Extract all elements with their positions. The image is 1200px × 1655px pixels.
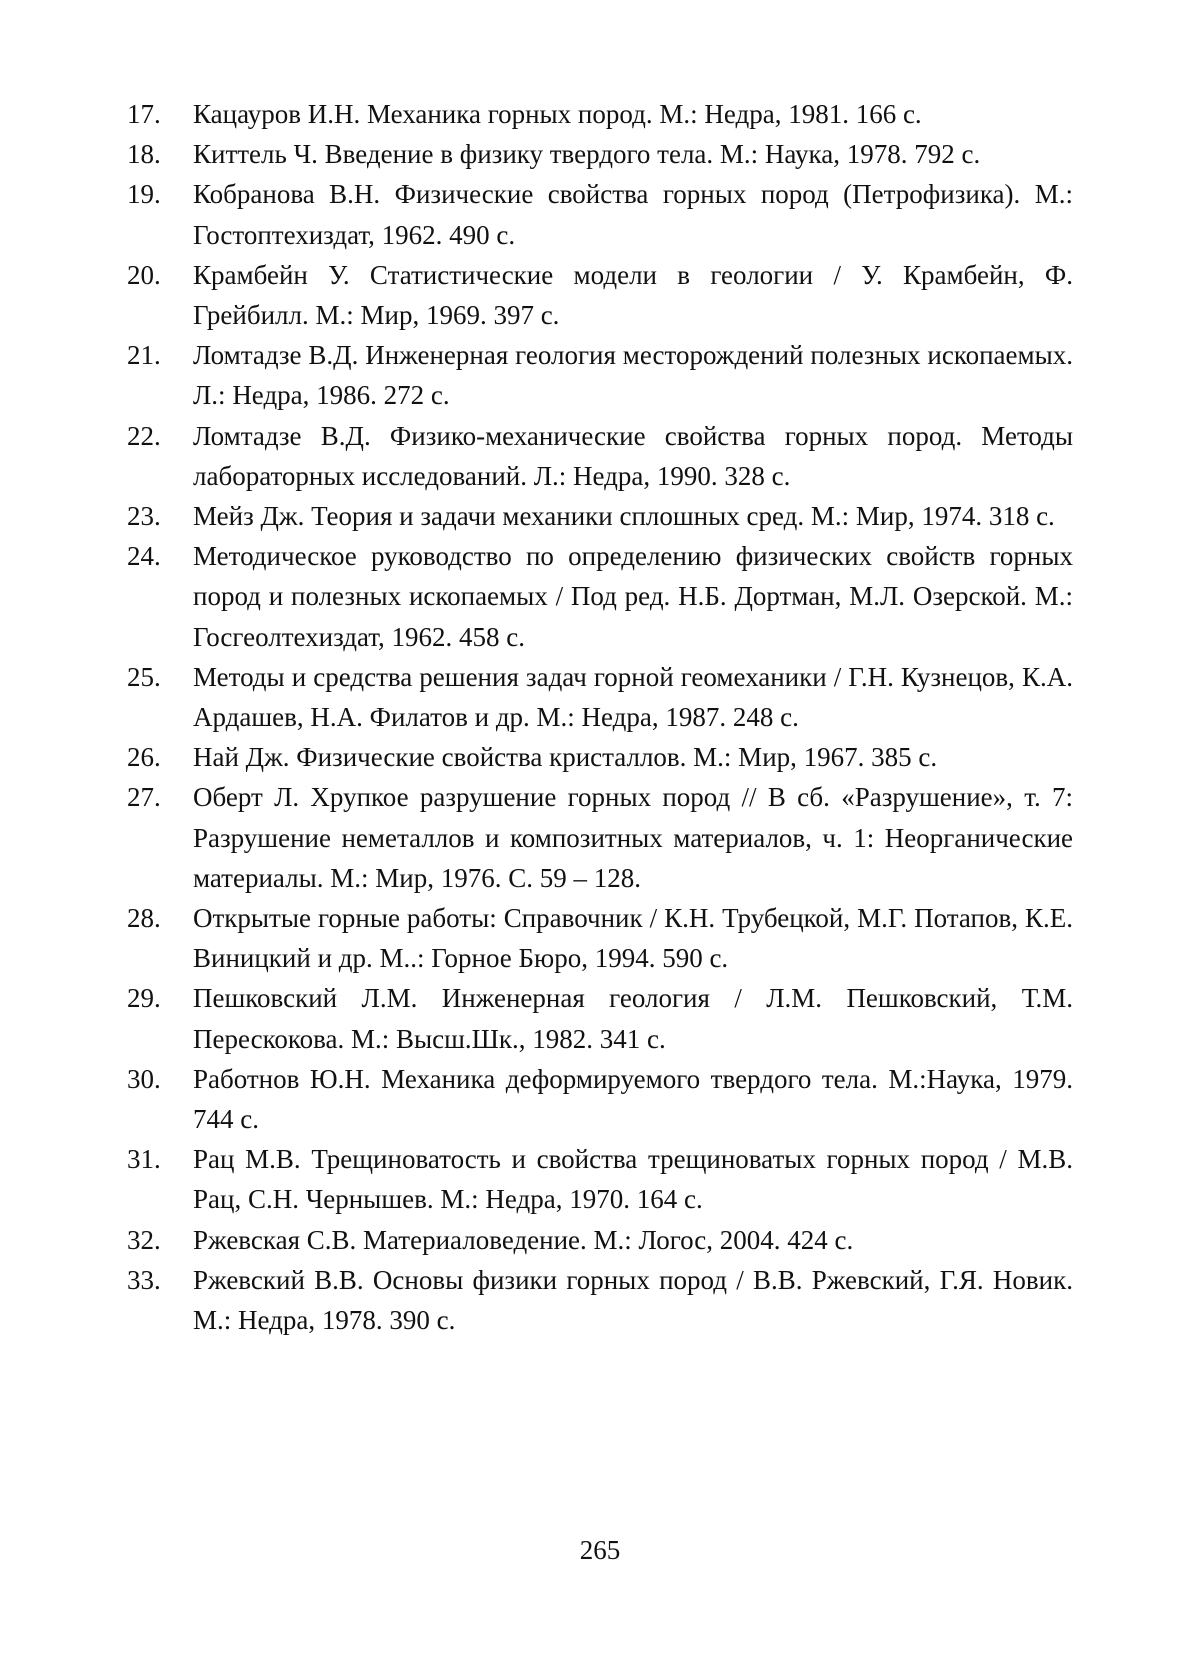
reference-item [127,134,1073,174]
reference-text: Ржевская С.В. Материаловедение. М.: Логос, 2004. 424 с. [193,1224,854,1255]
reference-item [127,1139,1073,1219]
reference-text: Методы и средства решения задач горной геомеханики / Г.Н. Кузнецов, К.А. Ардашев, Н.А. Филатов и др. М.: Недра, 1987. 248 с. [193,661,1073,733]
reference-text: Ломтадзе В.Д. Инженерная геология месторождений полезных ископаемых. Л.: Недра, 1986. 272 с. [193,340,1073,411]
reference-text: Най Дж. Физические свойства кристаллов. М.: Мир, 1967. 385 с. [193,742,938,773]
reference-number: 25. [127,661,161,692]
reference-text: Ржевский В.В. Основы физики горных пород / В.В. Ржевский, Г.Я. Новик. М.: Недра, 1978. 390 с. [193,1264,1073,1336]
reference-number: 32. [127,1224,161,1255]
reference-list [127,94,1073,1340]
reference-text: Работнов Ю.Н. Механика деформируемого твердого тела. М.:Наука, 1979. 744 с. [193,1063,1073,1135]
reference-item [127,777,1073,898]
reference-number: 19. [127,179,161,210]
reference-text: Открытые горные работы: Справочник / К.Н. Трубецкой, М.Г. Потапов, К.Е. Виницкий и др. М..: Горное Бюро, 1994. 590 с. [193,903,1073,974]
reference-item [127,978,1073,1058]
reference-text: Методическое руководство по определению физических свойств горных пород и полезных ископаемых / Под ред. Н.Б. Дортман, М.Л. Озерской. М.: Госгеолтехиздат, 1962. 458 с. [193,541,1073,652]
reference-item [127,1220,1073,1260]
reference-item [127,335,1073,415]
reference-number: 27. [127,782,161,813]
reference-item [127,536,1073,657]
reference-item [127,737,1073,777]
reference-text: Пешковский Л.М. Инженерная геология / Л.М. Пешковский, Т.М. Перескокова. М.: Высш.Шк., 1982. 341 с. [193,983,1073,1054]
reference-item [127,416,1073,496]
reference-number: 21. [127,340,161,371]
reference-text: Рац М.В. Трещиноватость и свойства трещиноватых горных пород / М.В. Рац, С.Н. Чернышев. М.: Недра, 1970. 164 с. [193,1144,1073,1215]
reference-text: Крамбейн У. Статистические модели в геологии / У. Крамбейн, Ф. Грейбилл. М.: Мир, 1969. 397 с. [193,259,1073,331]
reference-number: 30. [127,1063,161,1094]
reference-text: Киттель Ч. Введение в физику твердого тела. М.: Наука, 1978. 792 с. [193,139,981,170]
reference-item [127,496,1073,536]
reference-number: 24. [127,541,161,572]
reference-number: 18. [127,139,161,170]
reference-number: 22. [127,420,161,451]
reference-item [127,174,1073,254]
reference-text: Оберт Л. Хрупкое разрушение горных пород // В сб. «Разрушение», т. 7: Разрушение неметаллов и композитных материалов, ч. 1: Неорганические материалы. М.: Мир, 1976. С. 59 – 128. [193,782,1073,893]
reference-text: Кобранова В.Н. Физические свойства горных пород (Петрофизика). М.: Гостоптехиздат, 1962. 490 с. [193,179,1073,250]
reference-number: 23. [127,501,161,532]
reference-number: 26. [127,742,161,773]
reference-text: Ломтадзе В.Д. Физико-механические свойства горных пород. Методы лабораторных исследований. Л.: Недра, 1990. 328 с. [193,420,1073,491]
reference-text: Мейз Дж. Теория и задачи механики сплошных сред. М.: Мир, 1974. 318 с. [193,501,1055,532]
reference-item [127,1260,1073,1340]
reference-number: 33. [127,1264,161,1295]
reference-number: 31. [127,1144,161,1175]
reference-number: 28. [127,903,161,934]
reference-number: 20. [127,259,161,290]
reference-item [127,898,1073,978]
reference-number: 29. [127,983,161,1014]
reference-number: 17. [127,99,161,129]
reference-item [127,657,1073,737]
reference-item [127,1059,1073,1139]
reference-text: Кацауров И.Н. Механика горных пород. М.: Недра, 1981. 166 с. [193,99,922,129]
reference-item [127,255,1073,335]
page-number: 265 [579,1535,621,1565]
reference-item [127,94,1073,134]
